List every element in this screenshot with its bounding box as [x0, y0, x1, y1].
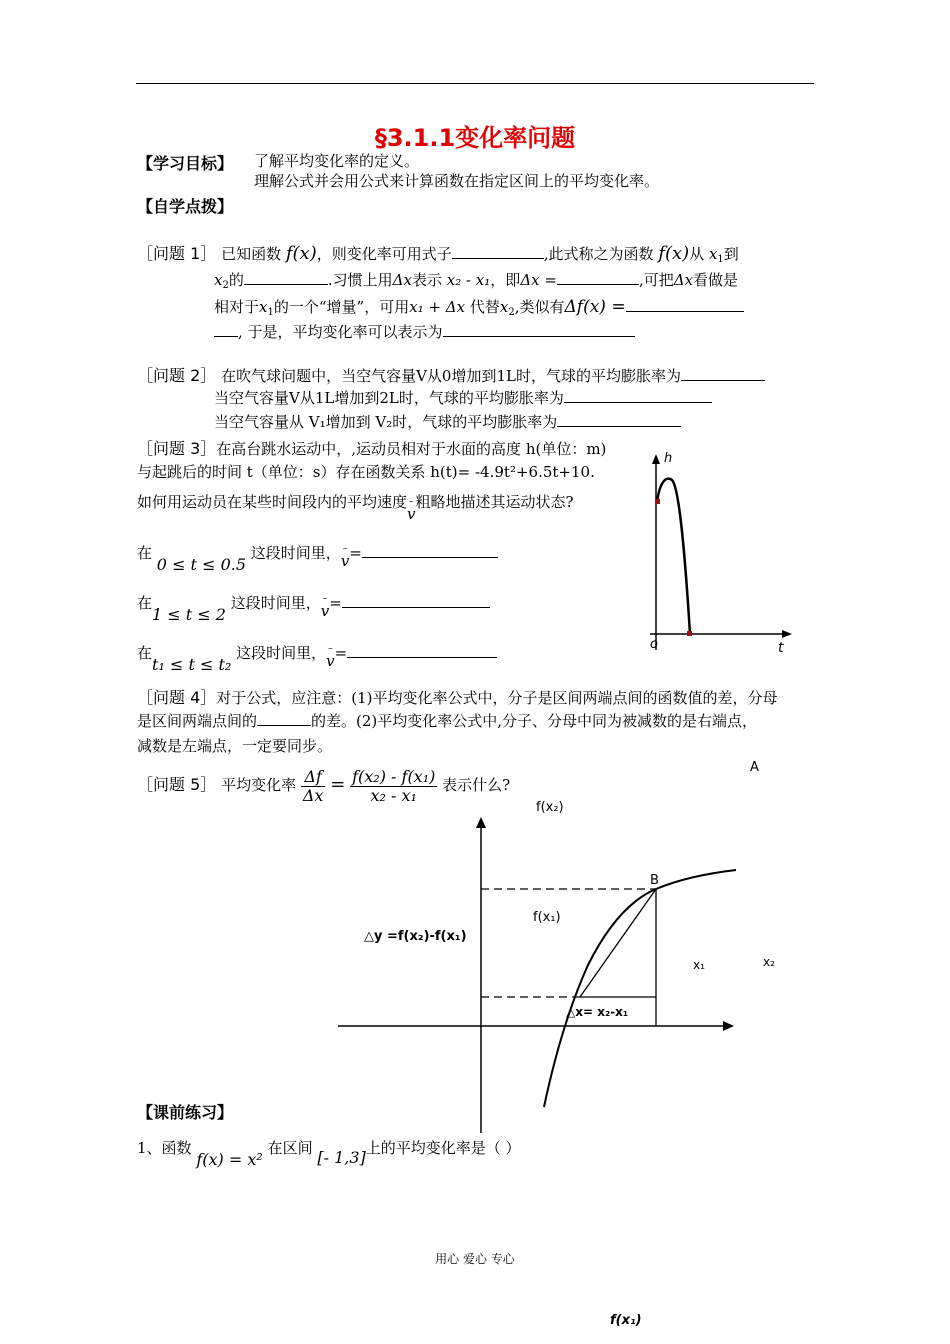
- graph2-x2-outside: x₂: [763, 955, 775, 969]
- q1-x2-minus-x1: x₂ - x₁: [446, 271, 491, 289]
- q3-range-1: 在 0 ≤ t ≤ 0.5 这段时间里， – v=: [137, 537, 498, 563]
- q5-text-b: 表示什么?: [442, 776, 511, 795]
- q5-label: ［问题 5］: [137, 775, 217, 795]
- q1-dx-2: Δx: [673, 271, 694, 289]
- q3-label: ［问题 3］: [137, 439, 217, 458]
- q1-x1: x: [708, 245, 718, 263]
- q1-text-c: ,此式称之为函数: [543, 245, 654, 263]
- q3-line-1: [137, 436, 606, 459]
- q1-line-1: ［问题 1］ 已知函数 f(x)，则变化率可用式子 ,此式称之为函数 f(x)从 $x_1$到: [137, 243, 739, 265]
- q1-text-d: 从: [689, 245, 705, 263]
- q2-blank-2[interactable]: [564, 388, 712, 403]
- q2-line-1: [137, 363, 765, 386]
- graph2-secant: [580, 889, 656, 997]
- q1-dx-eq: Δx =: [520, 271, 557, 289]
- graph1-o-label: o: [650, 637, 658, 652]
- graph2-curve: [544, 870, 736, 1107]
- diving-graph: [630, 440, 800, 660]
- graph2-x1-label: x₁: [693, 958, 705, 972]
- q1-fx-2: f(x): [658, 243, 690, 264]
- q3-range-3: 在t₁ ≤ t ≤ t₂ 这段时间里， – v=: [137, 637, 497, 663]
- graph2-fx2-label: f(x₂): [536, 800, 564, 815]
- q1-text-n: 代替: [469, 298, 500, 316]
- q5-fraction-2: $\frac{\text{f(x₂) - f(x₁)}}{\text{x₂ - x₁}}$: [352, 767, 436, 805]
- q1-text-k: 看做是: [693, 271, 739, 289]
- graph2-dy-label: △y =f(x₂)-f(x₁): [364, 929, 467, 944]
- q1-text-f: 的: [228, 271, 244, 289]
- graph2-x-arrow: [723, 1021, 734, 1031]
- q1-text-j: ,可把: [638, 271, 674, 289]
- q1-text-b: ，则变化率可用式子: [316, 245, 452, 263]
- goals-label: 【学习目标】: [137, 154, 234, 173]
- q1-text-h: 表示: [411, 271, 442, 289]
- q2-blank-3[interactable]: [557, 412, 681, 427]
- q1-blank-2[interactable]: [244, 270, 328, 285]
- q2-label: ［问题 2］: [137, 366, 217, 385]
- q3-blank-3[interactable]: [347, 643, 497, 658]
- q1-label: ［问题 1］: [137, 244, 217, 263]
- q4-label: ［问题 4］: [137, 688, 217, 707]
- q1-x1-plus-dx: x₁ + Δx: [409, 298, 466, 316]
- q4-text-1: 对于公式，应注意：(1)平均变化率公式中，分子是区间两端点间的函数值的差，分母: [216, 689, 778, 707]
- q1-text-i: ，即: [490, 271, 521, 289]
- q3-text-1: 在高台跳水运动中，,运动员相对于水面的高度 h(单位：m): [216, 440, 607, 458]
- q2-line-2: [214, 387, 712, 408]
- q5-fraction-1: $\frac{\Delta f}{\Delta x}$: [302, 767, 324, 805]
- q3-vbar: – v: [407, 497, 416, 523]
- goals-line-1: 了解平均变化率的定义。: [254, 152, 420, 170]
- q5-line: ［问题 5］ 平均变化率 $\frac{\Delta f}{\Delta x}$ = $\frac{\text{f(x₂) - f(x₁)}}{\text{x₂ - x₁}}$ 表示什么?: [137, 767, 511, 805]
- q3-line-2: 与起跳后的时间 t（单位：s）存在函数关系 h(t)= -4.9t²+6.5t+10.: [137, 463, 595, 481]
- graph2-dx-label: △x= x₂-x₁: [566, 1005, 629, 1019]
- q1-text-l: 相对于: [214, 298, 260, 316]
- q2-text-1: 在吹气球问题中，当空气容量V从0增加到1L时，气球的平均膨胀率为: [221, 367, 681, 385]
- q1-blank-1[interactable]: [452, 244, 544, 259]
- q1-fx: f(x): [285, 243, 317, 264]
- q3-range-2-expr: 1 ≤ t ≤ 2: [152, 605, 226, 624]
- footer: 用心 爱心 专心: [435, 1252, 515, 1266]
- q4-line-2: 是区间两端点间的 的差。(2)平均变化率公式中,分子、分母中同为被减数的是右端点，: [137, 712, 758, 730]
- q1-text-o: ,类似有: [514, 298, 565, 316]
- q3-range-3-expr: t₁ ≤ t ≤ t₂: [152, 655, 232, 674]
- q2-text-2: 当空气容量V从1L增加到2L时，气球的平均膨胀率为: [214, 389, 564, 407]
- page-title: §3.1.1变化率问题: [374, 124, 576, 152]
- q1-blank-6[interactable]: [443, 322, 635, 337]
- q3-range-1-expr: 0 ≤ t ≤ 0.5: [156, 555, 247, 574]
- practice-q1: 1、函数 f(x) = x² 在区间 [- 1,3]上的平均变化率是（ ）: [137, 1139, 521, 1169]
- q1-line-3: 相对于$x_1$的一个“增量”，可用x₁ + Δx 代替$x_2$,类似有Δf(x) =: [214, 296, 744, 318]
- q3-line-3: [137, 486, 574, 523]
- q4-line-1: [137, 685, 778, 708]
- graph2-B-label: B: [650, 873, 659, 888]
- goals-line-2: 理解公式并会用公式来计算函数在指定区间上的平均变化率。: [254, 172, 660, 190]
- q3-text-3: 如何用运动员在某些时间段内的平均速度: [137, 493, 408, 511]
- header-rule: [136, 83, 814, 84]
- q3-blank-2[interactable]: [342, 593, 490, 608]
- graph1-y-arrow: [652, 454, 660, 464]
- graph1-x-arrow: [782, 630, 792, 638]
- q1-text-p: , 于是，平均变化率可以表示为: [238, 323, 443, 341]
- self-study-label: 【自学点拨】: [137, 197, 234, 216]
- q3-blank-1[interactable]: [362, 543, 498, 558]
- q1-text-m: 的一个“增量”，可用: [273, 298, 410, 316]
- q1-dx: Δx: [392, 271, 412, 289]
- q2-line-3: [214, 411, 681, 432]
- q2-blank-1[interactable]: [681, 366, 765, 381]
- graph1-h-label: h: [664, 451, 673, 466]
- secant-graph: [330, 815, 750, 1135]
- q1-blank-4[interactable]: [626, 297, 744, 312]
- practice-interval: [- 1,3]: [317, 1148, 366, 1167]
- stray-fx1: f(x₁): [610, 1313, 642, 1328]
- practice-fx: f(x) = x²: [196, 1150, 263, 1169]
- q1-blank-3[interactable]: [557, 270, 639, 285]
- graph2-A-label: A: [750, 760, 759, 775]
- graph1-curve: [657, 479, 690, 634]
- graph1-point-start: [655, 499, 660, 504]
- q4-line-3: 减数是左端点，一定要同步。: [137, 737, 333, 755]
- q1-line-2: $x_2$的 .习惯上用Δx表示 x₂ - x₁，即Δx = ,可把Δx看做是: [214, 271, 739, 291]
- practice-label: 【课前练习】: [137, 1103, 234, 1122]
- graph1-t-label: t: [778, 640, 784, 656]
- q1-text-g: .习惯上用: [327, 271, 393, 289]
- q1-text-e: 到: [723, 245, 739, 263]
- q1-text-a: 已知函数: [221, 245, 282, 263]
- graph2-y-arrow: [476, 817, 486, 828]
- graph1-point-end: [687, 631, 692, 636]
- graph2-fx1-label: f(x₁): [533, 910, 561, 925]
- q1-blank-5[interactable]: [214, 322, 238, 337]
- q1-dfx: Δf(x) =: [564, 297, 626, 317]
- q5-text-a: 平均变化率: [221, 776, 297, 795]
- q1-line-4: [214, 321, 635, 342]
- q3-range-2: 在1 ≤ t ≤ 2 这段时间里， – v=: [137, 587, 490, 613]
- q4-blank-1[interactable]: [257, 711, 311, 726]
- q3-text-3b: 粗略地描述其运动状态?: [415, 493, 574, 511]
- q2-text-3: 当空气容量从 V₁增加到 V₂时，气球的平均膨胀率为: [214, 413, 558, 431]
